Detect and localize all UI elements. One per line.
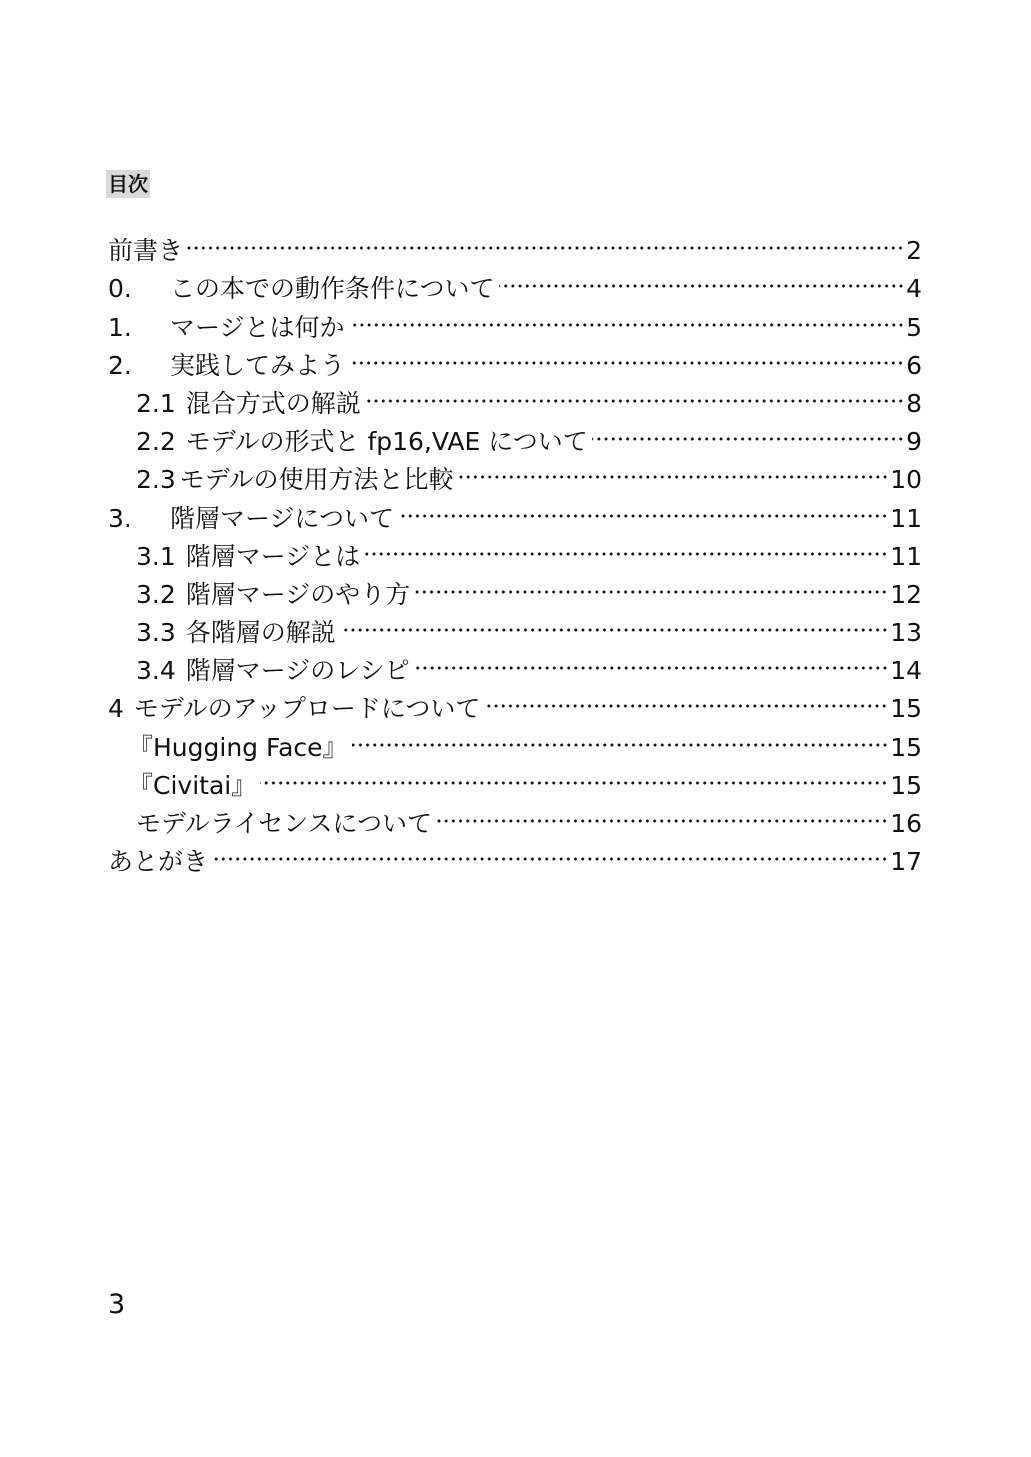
toc-entry-title: 実践してみよう: [170, 350, 346, 380]
toc-entry-title: 混合方式の解説: [185, 388, 361, 418]
toc-entry-number: 2.: [108, 350, 132, 380]
toc-entry-title: この本での動作条件について: [170, 274, 495, 304]
dot-leader: [349, 336, 904, 374]
toc-entry-preface[interactable]: [108, 221, 922, 266]
toc-entry-page: 14: [890, 656, 922, 686]
toc-entry-number: 1.: [108, 312, 132, 342]
toc-entry-page: 8: [906, 388, 922, 418]
toc-entry-page: 6: [906, 350, 922, 380]
toc-entry-number: 4: [108, 694, 124, 724]
toc-entry-page: 9: [906, 427, 922, 457]
toc-entry-title: 『Hugging Face』: [128, 732, 348, 762]
toc-entry-page: 10: [890, 465, 922, 495]
toc-entry-number: 3.2: [136, 579, 176, 609]
toc-entry-number: 0.: [108, 274, 132, 304]
toc-entry-title: 階層マージのやり方: [185, 579, 411, 609]
toc-entry-page: 15: [890, 770, 922, 800]
toc-entry-page: 16: [890, 809, 922, 838]
toc-entry-page: 11: [890, 541, 922, 571]
toc-entry-page: 13: [890, 618, 922, 648]
toc-entry-title: モデルライセンスについて: [136, 809, 433, 838]
toc-entry-title: 階層マージとは: [185, 541, 361, 571]
toc-entry-title: モデルの形式と fp16,VAE について: [185, 427, 588, 457]
dot-leader: [187, 221, 904, 259]
toc-heading: 目次: [108, 172, 148, 196]
table-of-contents: [108, 221, 922, 877]
toc-entry-number: 3.: [108, 503, 132, 533]
toc-entry-number: 3.4: [136, 656, 176, 686]
toc-entry-page: 2: [906, 236, 922, 266]
dot-leader: [260, 756, 888, 794]
dot-leader: [436, 794, 888, 832]
toc-entry-number: 2.3: [136, 465, 176, 495]
toc-entry-page: 5: [906, 312, 922, 342]
dot-leader: [365, 374, 904, 412]
toc-entry-page: 4: [906, 274, 922, 304]
toc-entry-page: 11: [890, 503, 922, 533]
dot-leader: [592, 412, 904, 450]
dot-leader: [349, 297, 905, 335]
toc-entry-number: 2.2: [136, 427, 176, 457]
toc-entry-0[interactable]: [108, 259, 922, 304]
toc-entry-afterword[interactable]: [108, 832, 922, 877]
dot-leader: [484, 679, 888, 717]
toc-entry-title: あとがき: [108, 847, 209, 877]
dot-leader: [398, 488, 888, 526]
toc-entry-number: 3.3: [136, 618, 176, 648]
toc-entry-title: 『Civitai』: [128, 770, 257, 800]
toc-entry-title: 各階層の解説: [185, 618, 336, 648]
toc-entry-page: 12: [890, 579, 922, 609]
toc-entry-page: 15: [890, 732, 922, 762]
dot-leader: [340, 603, 888, 641]
toc-entry-page: 15: [890, 694, 922, 724]
dot-leader: [364, 527, 888, 565]
toc-entry-page: 17: [890, 847, 922, 877]
toc-entry-title: 前書き: [108, 236, 184, 266]
dot-leader: [414, 565, 888, 603]
page-number: 3: [108, 1289, 126, 1320]
toc-entry-title: マージとは何か: [170, 312, 345, 342]
toc-entry-title: モデルの使用方法と比較: [179, 465, 454, 495]
dot-leader: [499, 259, 905, 297]
dot-leader: [352, 717, 889, 755]
toc-entry-number: 2.1: [136, 388, 176, 418]
toc-entry-number: 3.1: [136, 541, 176, 571]
dot-leader: [212, 832, 888, 870]
dot-leader: [458, 450, 889, 488]
toc-entry-title: 階層マージについて: [170, 503, 395, 533]
toc-entry-title: 階層マージのレシピ: [185, 656, 410, 686]
dot-leader: [414, 641, 889, 679]
toc-entry-title: モデルのアップロードについて: [133, 694, 481, 724]
